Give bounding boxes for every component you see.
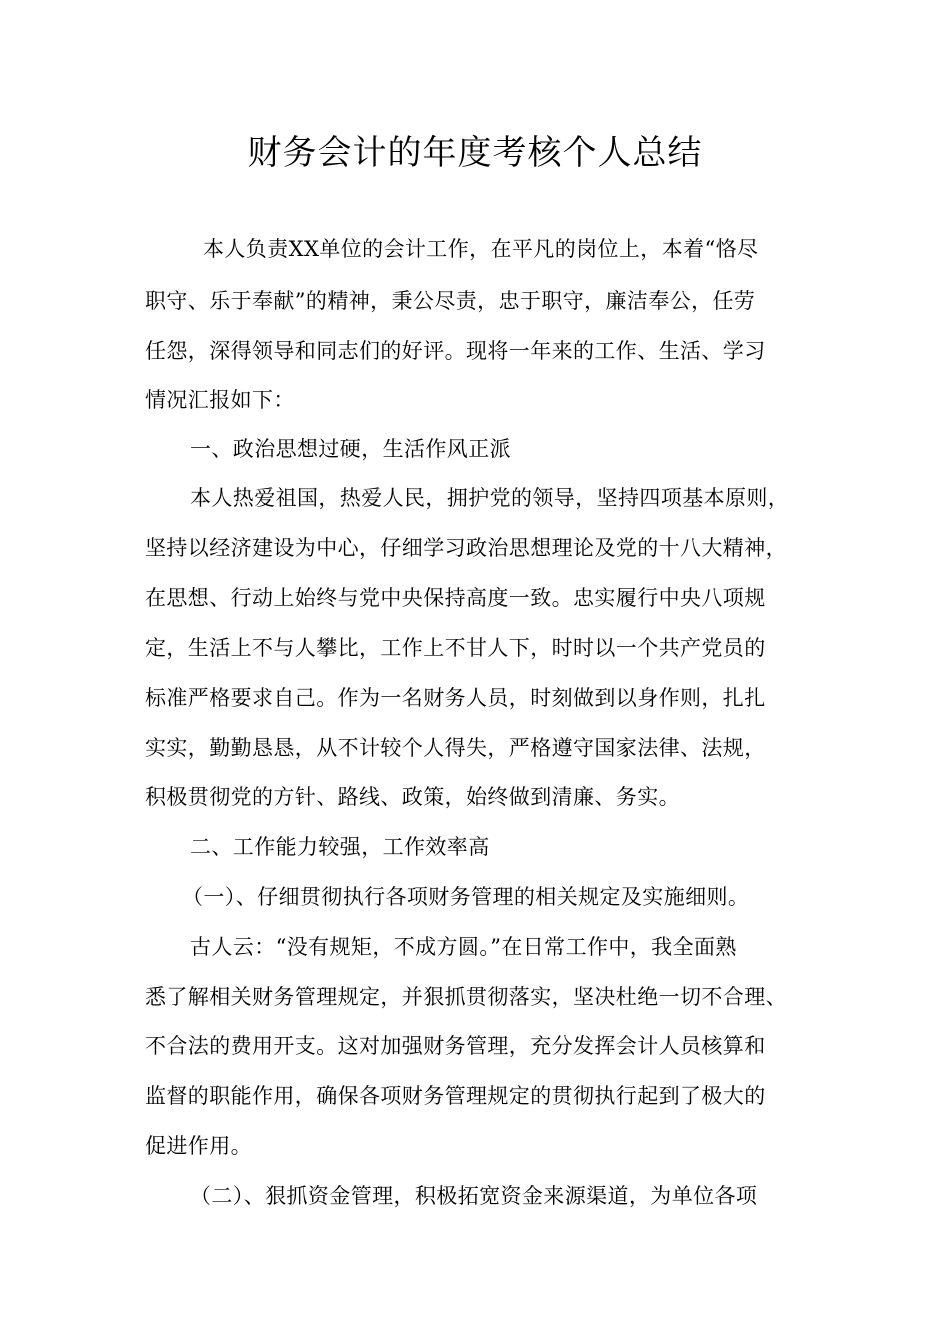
text-line: 悉了解相关财务管理规定，并狠抓贯彻落实，坚决杜绝一切不合理、 — [145, 985, 787, 1009]
text-line: 定，生活上不与人攀比，工作上不甘人下，时时以一个共产党员的 — [145, 636, 766, 660]
subsection-heading: （一）、仔细贯彻执行各项财务管理的相关规定及实施细则。 — [182, 885, 750, 909]
text-line: 本人热爱祖国，热爱人民，拥护党的领导，坚持四项基本原则， — [190, 486, 790, 510]
section-heading: 一、政治思想过硬，生活作风正派 — [190, 437, 511, 461]
text-line: 情况汇报如下： — [145, 388, 295, 412]
text-line: 促进作用。 — [145, 1134, 252, 1158]
text-line: 不合法的费用开支。这对加强财务管理，充分发挥会计人员核算和 — [145, 1034, 766, 1058]
text-line: 在思想、行动上始终与党中央保持高度一致。忠实履行中央八项规 — [145, 586, 766, 610]
text-line: 监督的职能作用，确保各项财务管理规定的贯彻执行起到了极大的 — [145, 1084, 766, 1108]
document-title: 财务会计的年度考核个人总结 — [247, 133, 703, 173]
subsection-heading: （二）、狠抓资金管理，积极拓宽资金来源渠道，为单位各项 — [190, 1184, 758, 1208]
text-line: 积极贯彻党的方针、路线、政策，始终做到清廉、务实。 — [145, 785, 680, 809]
text-line: 本人负责XX单位的会计工作，在平凡的岗位上，本着“恪尽 — [203, 237, 759, 261]
text-line: 职守、乐于奉献”的精神，秉公尽责，忠于职守，廉洁奉公，任劳 — [145, 289, 756, 313]
text-line: 古人云：“没有规矩，不成方圆。”在日常工作中，我全面熟 — [190, 935, 737, 959]
text-line: 实实，勤勤恳恳，从不计较个人得失，严格遵守国家法律、法规， — [145, 736, 766, 760]
section-heading: 二、工作能力较强，工作效率高 — [190, 835, 490, 859]
text-line: 任怨，深得领导和同志们的好评。现将一年来的工作、生活、学习 — [145, 339, 766, 363]
text-line: 坚持以经济建设为中心，仔细学习政治思想理论及党的十八大精神， — [145, 536, 787, 560]
text-line: 标准严格要求自己。作为一名财务人员，时刻做到以身作则，扎扎 — [145, 686, 766, 710]
